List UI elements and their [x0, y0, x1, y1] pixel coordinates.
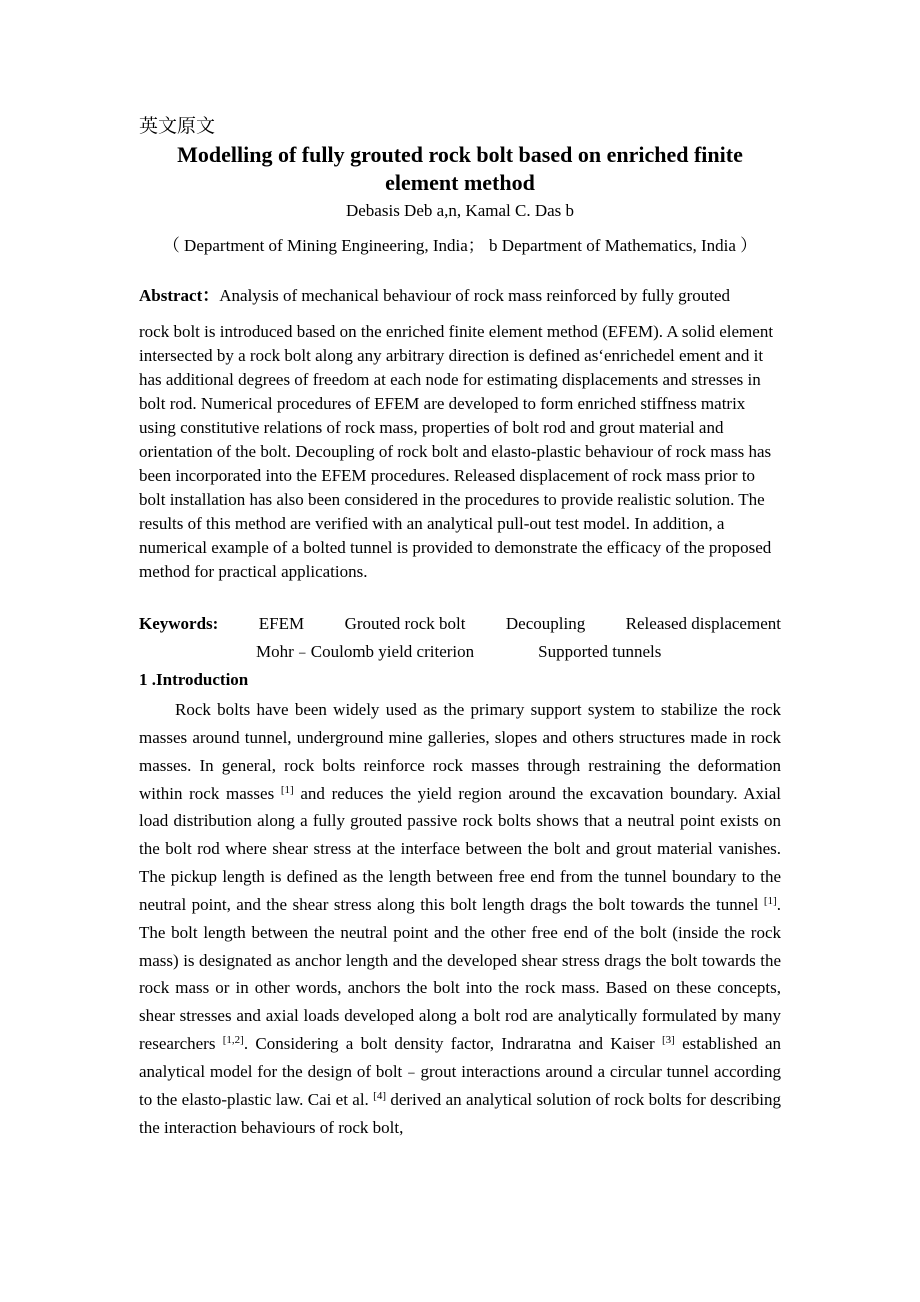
citation: [4] — [373, 1089, 386, 1102]
keywords-row — [139, 612, 781, 636]
keyword: Decoupling — [505, 614, 586, 633]
chinese-heading: 英文原文 — [139, 115, 216, 137]
affiliation: （ Department of Mining Engineering, India； b Department of Mathematics, India ） — [162, 236, 758, 255]
introduction-paragraph — [139, 696, 781, 1142]
keyword: Mohr﹣Coulomb yield criterion — [256, 642, 475, 661]
abstract-body: rock bolt is introduced based on the enriched finite element method (EFEM). A solid element intersected by a rock bolt along any arbitrary direction is defined as‘enrichedel ement and it has additional degrees of freedom at each node for estimating displacements and stresses in bolt rod. Numerical procedures of EFEM are developed to form enriched stiffness matrix using constitutive relations of rock mass, properties of bolt rod and grout material and orientation of the bolt. Decoupling of rock bolt and elasto-plastic behaviour of rock mass has been incorporated into the EFEM procedures. Released displacement of rock mass prior to bolt installation has also been considered in the procedures to provide realistic solution. The results of this method are verified with an analytical pull-out test model. In addition, a numerical example of a bolted tunnel is provided to demonstrate the efficacy of the proposed method for practical applications. — [139, 322, 774, 581]
keyword: EFEM — [258, 614, 305, 633]
abstract-first-line — [139, 284, 781, 308]
authors: Debasis Deb a,n, Kamal C. Das b — [345, 201, 575, 220]
abstract-text-start: Analysis of mechanical behaviour of rock mass reinforced by fully grouted — [219, 286, 731, 305]
keyword: Supported tunnels — [538, 642, 662, 661]
section-heading: 1 .Introduction — [139, 670, 249, 689]
keyword: Grouted rock bolt — [344, 614, 466, 633]
keywords-row-continued — [256, 640, 661, 664]
paper-title: Modelling of fully grouted rock bolt based on enriched finite element method — [177, 142, 743, 195]
paragraph-text: and reduces the yield region around the excavation boundary. Axial load distribution along a fully grouted passive rock bolts shows that a neutral point exists on the bolt rod where shear stress at the interface between the bolt and grout material vanishes. The pickup length is defined as the length between free end from the tunnel boundary to the neutral point, and the shear stress along this bolt length drags the bolt towards the tunnel — [139, 783, 781, 914]
keywords-label: Keywords: — [139, 614, 219, 633]
paragraph-text: derived an analytical solution of rock bolts for describing the interaction behaviours of rock bolt, — [139, 1089, 781, 1137]
abstract-label: Abstract： — [139, 286, 220, 305]
citation: [1,2] — [222, 1034, 244, 1047]
citation: [1] — [763, 894, 777, 907]
paragraph-text: Rock bolts have been widely used as the primary support system to stabilize the rock masses around tunnel, underground mine galleries, slopes and others structures made in rock masses. In general, rock bolts reinforce rock masses through restraining the deformation within rock masses — [139, 700, 781, 803]
keyword: Released displacement — [625, 614, 781, 633]
paragraph-text: established an analytical model for the design of bolt﹣grout interactions around a circular tunnel according to the elasto-plastic law. Cai et al. — [139, 1034, 781, 1109]
paragraph-text: . Considering a bolt density factor, Indraratna and Kaiser — [243, 1034, 662, 1054]
citation: [1] — [280, 783, 294, 796]
paragraph-text: . The bolt length between the neutral point and the other free end of the bolt (inside the rock mass) is designated as anchor length and the developed shear stress drags the bolt towards the rock mass or in other words, anchors the bolt into the rock mass. Based on these concepts, shear stresses and axial loads developed along a bolt rod are analytically formulated by many researchers — [139, 894, 781, 1054]
citation: [3] — [661, 1034, 675, 1047]
